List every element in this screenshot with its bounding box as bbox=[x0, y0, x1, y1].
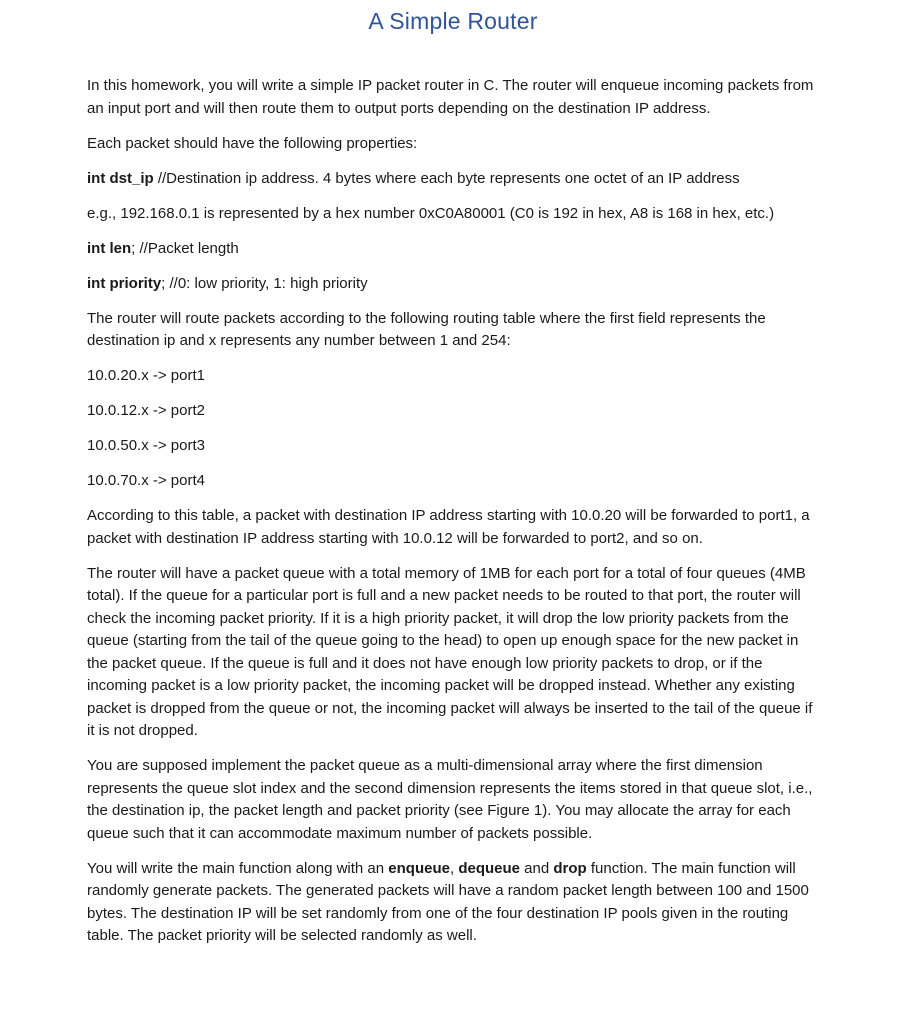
dequeue-keyword: dequeue bbox=[458, 859, 521, 877]
routing-explanation: According to this table, a packet with destination IP address starting with 10.0.20 will be forwarded to port1, a packet with destination IP address starting with 10.0.12 will be forwarded to port2, and so on. bbox=[87, 507, 810, 547]
field-len-desc: ; //Packet length bbox=[131, 239, 239, 257]
functions-paragraph bbox=[87, 858, 822, 948]
field-priority-desc: ; //0: low priority, 1: high priority bbox=[161, 274, 368, 292]
functions-text-2: function. The main function will randomly generate packets. The generated packets will have a random packet length between 100 and 1500 bytes. The destination IP will be set randomly from one of the four destination IP pools given in the routing table. The packet priority will be selected randomly as well. bbox=[87, 859, 809, 944]
document-title: A Simple Router bbox=[368, 8, 538, 34]
route-entry: 10.0.50.x -> port3 bbox=[87, 437, 205, 454]
field-priority bbox=[87, 273, 822, 296]
intro-paragraph: In this homework, you will write a simple IP packet router in C. The router will enqueue incoming packets from an input port and will then route them to output ports depending on the destination IP address. bbox=[87, 77, 814, 117]
queue-paragraph: The router will have a packet queue with a total memory of 1MB for each port for a total of four queues (4MB total). If the queue for a particular port is full and a new packet needs to be routed to that port, the router will check the incoming packet priority. If it is a high priority packet, it will drop the low priority packets from the queue (starting from the tail of the queue going to the head) to open up enough space for the new packet in the packet queue. If the queue is full and it does not have enough low priority packets to drop, or if the incoming packet is a low priority packet, the incoming packet will be dropped instead. Whether any existing packet is dropped from the queue or not, the incoming packet will always be inserted to the tail of the queue if it is not dropped. bbox=[87, 564, 813, 739]
document-body bbox=[87, 75, 822, 960]
functions-text-1: You will write the main function along with an bbox=[87, 859, 389, 877]
array-paragraph: You are supposed implement the packet queue as a multi-dimensional array where the first dimension represents the queue slot index and the second dimension represents the items stored in that queue slot, i.e., the destination ip, the packet length and packet priority (see Figure 1). You may allocate the array for each queue such that it can accommodate maximum number of packets possible. bbox=[87, 757, 813, 842]
field-dst-ip bbox=[87, 168, 822, 191]
enqueue-keyword: enqueue bbox=[388, 859, 450, 877]
field-len bbox=[87, 238, 822, 261]
field-dst-ip-desc: //Destination ip address. 4 bytes where each byte represents one octet of an IP address bbox=[153, 169, 740, 187]
functions-sep-1: , bbox=[449, 859, 459, 877]
functions-sep-2: and bbox=[520, 859, 554, 877]
properties-intro: Each packet should have the following properties: bbox=[87, 134, 418, 152]
field-dst-ip-name: int dst_ip bbox=[87, 169, 154, 187]
field-priority-name: int priority bbox=[87, 274, 162, 292]
route-entry: 10.0.12.x -> port2 bbox=[87, 402, 205, 419]
field-dst-ip-example: e.g., 192.168.0.1 is represented by a hex number 0xC0A80001 (C0 is 192 in hex, A8 is 168 in hex, etc.) bbox=[87, 204, 775, 222]
route-entry: 10.0.70.x -> port4 bbox=[87, 472, 205, 489]
route-entry: 10.0.20.x -> port1 bbox=[87, 367, 205, 384]
field-len-name: int len bbox=[87, 239, 132, 257]
drop-keyword: drop bbox=[553, 859, 587, 877]
routing-intro: The router will route packets according to the following routing table where the first field represents the destination ip and x represents any number between 1 and 254: bbox=[87, 309, 766, 349]
